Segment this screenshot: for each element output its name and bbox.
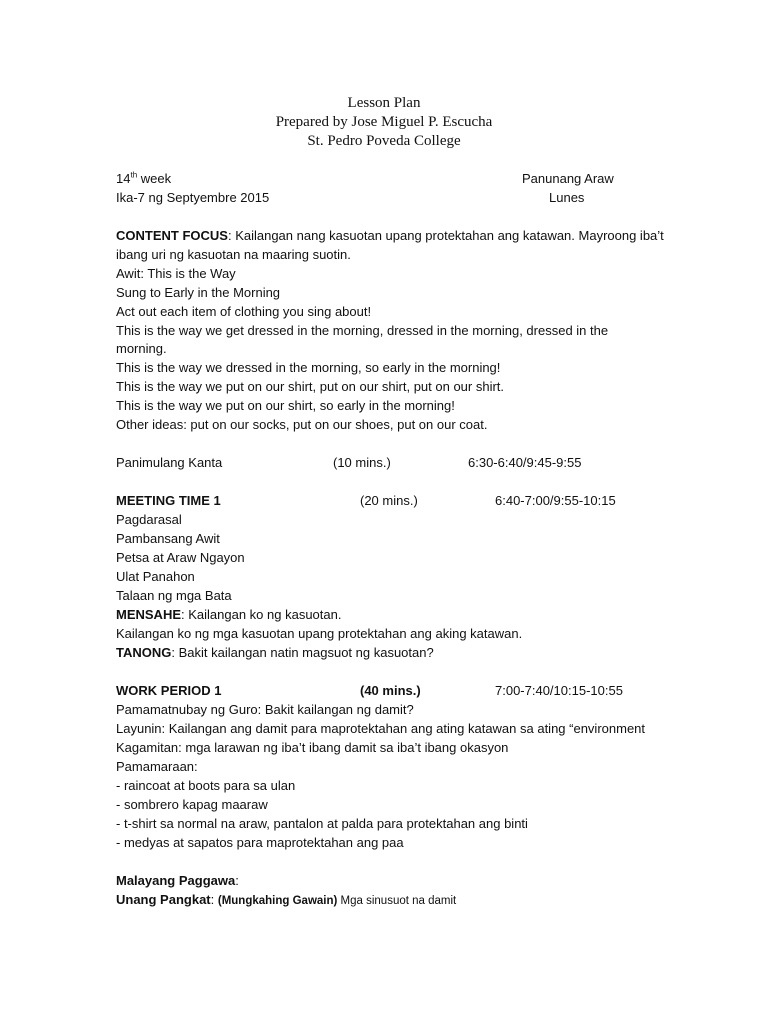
content-focus-text-2: ibang uri ng kasuotan na maaring suotin.: [116, 247, 351, 262]
mungkahing-gawain: (Mungkahing Gawain): [217, 895, 338, 907]
meeting-item: Talaan ng mga Bata: [116, 588, 232, 603]
meeting-item: Pagdarasal: [116, 512, 182, 527]
content-focus-label: CONTENT FOCUS: [116, 228, 228, 243]
song-line: Sung to Early in the Morning: [116, 285, 281, 300]
malayang-paggawa-sep: :: [235, 873, 239, 888]
song-line: This is the way we get dressed in the morning, dressed in the morning, dressed in the: [116, 323, 609, 338]
work-period-line: Pamamaraan:: [116, 759, 198, 774]
song-line: Act out each item of clothing you sing about!: [116, 304, 372, 319]
document-title: Lesson Plan: [347, 95, 421, 111]
content-focus-text: Kailangan nang kasuotan upang protektahan ang katawan. Mayroong iba’t: [231, 228, 664, 243]
work-period-label: WORK PERIOD 1: [116, 683, 222, 698]
date-label: Ika-7 ng Septyembre 2015: [116, 190, 270, 205]
meeting-item: Petsa at Araw Ngayon: [116, 550, 245, 565]
meeting-time-duration: (20 mins.): [360, 493, 418, 508]
unang-pangkat-label: Unang Pangkat: [116, 892, 211, 907]
work-period-time: 7:00-7:40/10:15-10:55: [495, 683, 623, 698]
mensahe-line-2: Kailangan ko ng mga kasuotan upang protektahan ang aking katawan.: [116, 626, 523, 641]
meeting-item: Ulat Panahon: [116, 569, 195, 584]
theme-label: Panunang Araw: [522, 171, 614, 186]
malayang-paggawa-label: Malayang Paggawa: [116, 873, 236, 888]
work-period-duration: (40 mins.): [360, 683, 421, 698]
song-line: This is the way we dressed in the morning, so early in the morning!: [116, 360, 501, 375]
work-period-line: - raincoat at boots para sa ulan: [116, 778, 296, 793]
tanong-line: [116, 643, 434, 662]
meeting-time-time: 6:40-7:00/9:55-10:15: [495, 493, 616, 508]
mensahe-text: : Kailangan ko ng kasuotan.: [181, 607, 342, 622]
song-line: This is the way we put on our shirt, so early in the morning!: [116, 398, 455, 413]
mensahe-line: [116, 605, 341, 624]
unang-pangkat-line: [116, 890, 456, 911]
week-word: week: [137, 171, 172, 186]
tanong-label: TANONG: [116, 645, 172, 660]
work-period-line: - t-shirt sa normal na araw, pantalon at palda para protektahan ang binti: [116, 816, 528, 831]
meeting-item: Pambansang Awit: [116, 531, 220, 546]
song-line: Awit: This is the Way: [116, 266, 236, 281]
song-line: Other ideas: put on our socks, put on our shoes, put on our coat.: [116, 417, 488, 432]
content-focus-line: [116, 226, 664, 245]
work-period-line: Pamamatnubay ng Guro: Bakit kailangan ng damit?: [116, 702, 414, 717]
mensahe-label: MENSAHE: [116, 607, 182, 622]
unang-pangkat-text: Mga sinusuot na damit: [337, 895, 457, 907]
week-number: 14: [116, 171, 131, 186]
content-focus-sep: :: [227, 228, 232, 243]
work-period-line: - sombrero kapag maaraw: [116, 797, 268, 812]
meeting-time-label: MEETING TIME 1: [116, 493, 221, 508]
week-suffix: th: [130, 170, 138, 180]
panimulang-kanta-duration: (10 mins.): [333, 455, 391, 470]
song-line: morning.: [116, 341, 167, 356]
work-period-line: Layunin: Kailangan ang damit para maprotektahan ang ating katawan sa ating “environment: [116, 721, 646, 736]
school-name: St. Pedro Poveda College: [307, 133, 461, 149]
tanong-text: : Bakit kailangan natin magsuot ng kasuotan?: [171, 645, 434, 660]
unang-pangkat-sep: :: [210, 892, 218, 907]
panimulang-kanta-time: 6:30-6:40/9:45-9:55: [468, 455, 582, 470]
week-label: [116, 169, 171, 188]
prepared-by: Prepared by Jose Miguel P. Escucha: [275, 114, 493, 130]
song-line: This is the way we put on our shirt, put on our shirt, put on our shirt.: [116, 379, 505, 394]
work-period-line: - medyas at sapatos para maprotektahan ang paa: [116, 835, 404, 850]
panimulang-kanta-label: Panimulang Kanta: [116, 455, 223, 470]
day-label: Lunes: [549, 190, 585, 205]
malayang-paggawa-line: [116, 871, 239, 890]
work-period-line: Kagamitan: mga larawan ng iba’t ibang damit sa iba’t ibang okasyon: [116, 740, 509, 755]
